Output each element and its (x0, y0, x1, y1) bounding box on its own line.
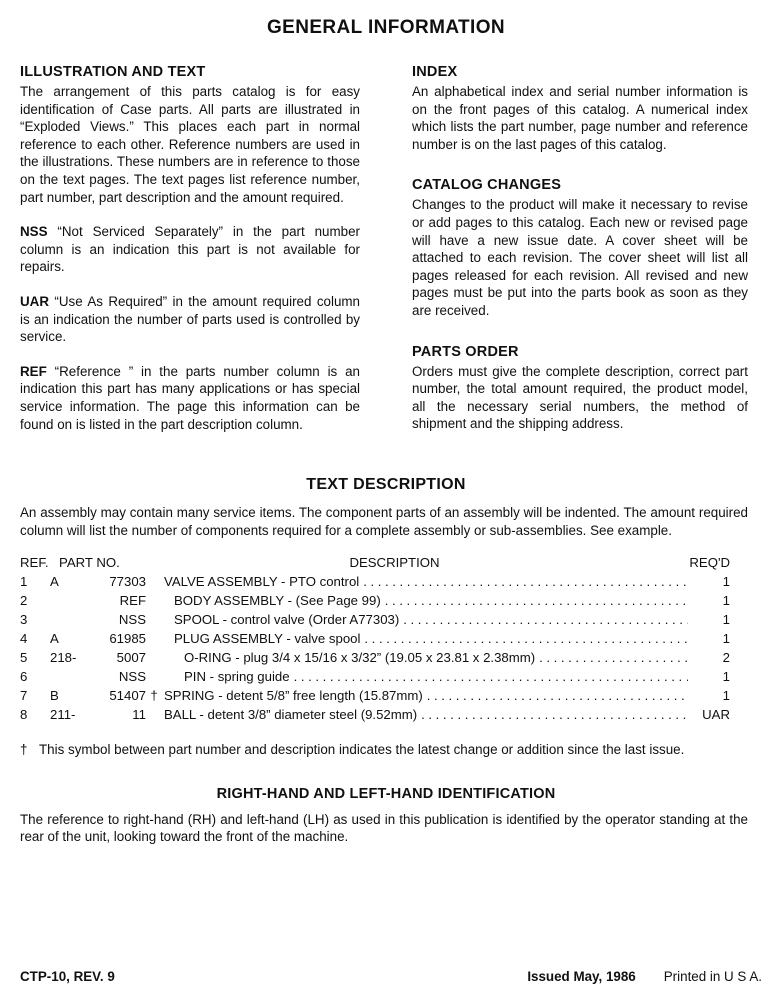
footnote-text: This symbol between part number and description indicates the latest change or addition since the last issue. (39, 742, 685, 758)
paragraph-nss (20, 223, 360, 276)
cell-ref: 1 (20, 574, 28, 590)
term-nss: NSS (20, 224, 48, 240)
term-uar: UAR (20, 293, 50, 309)
cell-ref: 8 (20, 707, 28, 723)
cell-description: BODY ASSEMBLY - (See Page 99) (174, 593, 381, 609)
cell-dagger latest-change-symbol: † (150, 688, 158, 704)
cell-ref: 6 (20, 669, 28, 685)
table-header-row (20, 553, 730, 572)
table-row (20, 629, 730, 648)
cell-part: 61985 (109, 631, 146, 647)
two-column-section (20, 64, 748, 450)
section-heading-index: INDEX (412, 64, 458, 80)
page-title: GENERAL INFORMATION (266, 17, 506, 38)
section-heading-parts-order: PARTS ORDER (412, 343, 519, 360)
issue-date: Issued May, 1986 (527, 969, 636, 984)
section-title-rh-lh-identification: RIGHT-HAND AND LEFT-HAND IDENTIFICATION (216, 785, 556, 802)
header-ref: REF. (20, 555, 49, 571)
left-column (20, 64, 360, 450)
table-row (20, 572, 730, 591)
paragraph-text: “Reference ” in the parts number column is an indication this part has many applications or has special service information. The page this information can be found on is listed in the part description column. (20, 363, 360, 432)
term-ref: REF (20, 363, 47, 379)
cell-prefix: A (50, 574, 59, 590)
cell-description: PIN - spring guide (184, 669, 290, 685)
page-footer (20, 969, 762, 984)
cell-part: 51407 (109, 688, 146, 704)
cell-part: 11 (132, 707, 146, 723)
cell-description: BALL - detent 3/8” diameter steel (9.52mm) (164, 707, 418, 723)
document-number: CTP-10, REV. 9 (20, 969, 115, 984)
cell-part: NSS (118, 612, 146, 628)
table-row (20, 667, 730, 686)
cell-prefix: 218- (50, 650, 77, 666)
cell-reqd: 1 (722, 612, 730, 628)
table-row (20, 705, 730, 724)
section-title-text-description: TEXT DESCRIPTION (306, 476, 466, 494)
table-row (20, 610, 730, 629)
cell-ref: 3 (20, 612, 28, 628)
paragraph-text: “Use As Required” in the amount required column is an indication the number of parts used is controlled by service. (20, 293, 360, 345)
cell-prefix: B (50, 688, 59, 704)
dot-leader (290, 667, 688, 686)
cell-description: SPOOL - control valve (Order A77303) (174, 612, 400, 628)
section-heading-illustration-and-text: ILLUSTRATION AND TEXT (20, 64, 206, 80)
dot-leader (360, 629, 688, 648)
table-row (20, 648, 730, 667)
cell-prefix: A (50, 631, 59, 647)
paragraph-index: An alphabetical index and serial number information is on the front pages of this catalog. A numerical index which lists the part number, page number and reference number is on the last pages of this catalog. (412, 84, 748, 152)
cell-ref: 2 (20, 593, 28, 609)
cell-description: VALVE ASSEMBLY - PTO control (164, 574, 360, 590)
cell-ref: 4 (20, 631, 28, 647)
header-reqd: REQ'D (689, 555, 730, 571)
paragraph-ref (20, 363, 360, 433)
cell-reqd: 1 (722, 669, 730, 685)
dot-leader (381, 591, 688, 610)
dot-leader (423, 686, 688, 705)
paragraph-text: “Not Serviced Separately” in the part number column is an indication this part is not available for repairs. (20, 224, 360, 275)
cell-part: NSS (118, 669, 146, 685)
cell-reqd: 1 (722, 688, 730, 704)
table-row (20, 686, 730, 705)
dot-leader (417, 705, 688, 724)
cell-reqd: 1 (722, 631, 730, 647)
cell-reqd: 1 (722, 593, 730, 609)
paragraph-text: The arrangement of this parts catalog is for easy identification of Case parts. All parts are illustrated in “Exploded Views.” This places each part in normal reference to each other. Reference numbers are used in the illustrations. These numbers are in reference to those on the text pages. The text pages list reference number, part number, part description and the amount required. (20, 84, 360, 205)
dagger-symbol: † (20, 742, 28, 758)
paragraph-illustration-and-text (20, 83, 360, 206)
cell-part: 5007 (116, 650, 146, 666)
cell-prefix: 211- (50, 707, 76, 723)
right-column (412, 64, 748, 450)
footer-right (527, 969, 762, 984)
cell-reqd: 2 (722, 650, 730, 666)
paragraph-catalog-changes: Changes to the product will make it necessary to revise or add pages to this catalog. Each new or revised page will have a new issue date. A cover sheet will be attached to each revision. The cover sheet will list all pages released for each revision. All revised and new pages must be put into the parts book as soon as they are received. (412, 197, 748, 318)
header-part-no: PART NO. (59, 555, 120, 571)
cell-description: PLUG ASSEMBLY - valve spool (174, 631, 361, 647)
header-description: DESCRIPTION (349, 555, 440, 571)
cell-reqd: UAR (702, 707, 730, 723)
dot-leader (359, 572, 688, 591)
cell-part: REF (119, 593, 146, 609)
cell-part: 77303 (109, 574, 146, 590)
dagger-footnote (20, 741, 746, 759)
table-row (20, 591, 730, 610)
cell-description: SPRING - detent 5/8” free length (15.87mm) (164, 688, 423, 704)
dot-leader (399, 610, 688, 629)
text-description-intro: An assembly may contain many service items. The component parts of an assembly will be indented. The amount required column will list the number of components required for a complete assembly or sub-assemblies. See example. (20, 505, 748, 538)
rh-lh-paragraph: The reference to right-hand (RH) and left-hand (LH) as used in this publication is identified by the operator standing at the rear of the unit, looking toward the front of the machine. (20, 811, 748, 845)
cell-description: O-RING - plug 3/4 x 15/16 x 3/32” (19.05 x 23.81 x 2.38mm) (184, 650, 536, 666)
cell-ref: 5 (20, 650, 28, 666)
paragraph-parts-order: Orders must give the complete description, correct part number, the total amount required, the product model, all the necessary serial numbers, the method of shipment and the shipping address. (412, 363, 748, 432)
cell-reqd: 1 (722, 574, 730, 590)
printed-in: Printed in U S A. (663, 969, 762, 984)
example-parts-table (20, 553, 730, 724)
cell-ref: 7 (20, 688, 28, 704)
section-heading-catalog-changes: CATALOG CHANGES (412, 177, 562, 194)
dot-leader (535, 648, 688, 667)
paragraph-uar (20, 293, 360, 346)
